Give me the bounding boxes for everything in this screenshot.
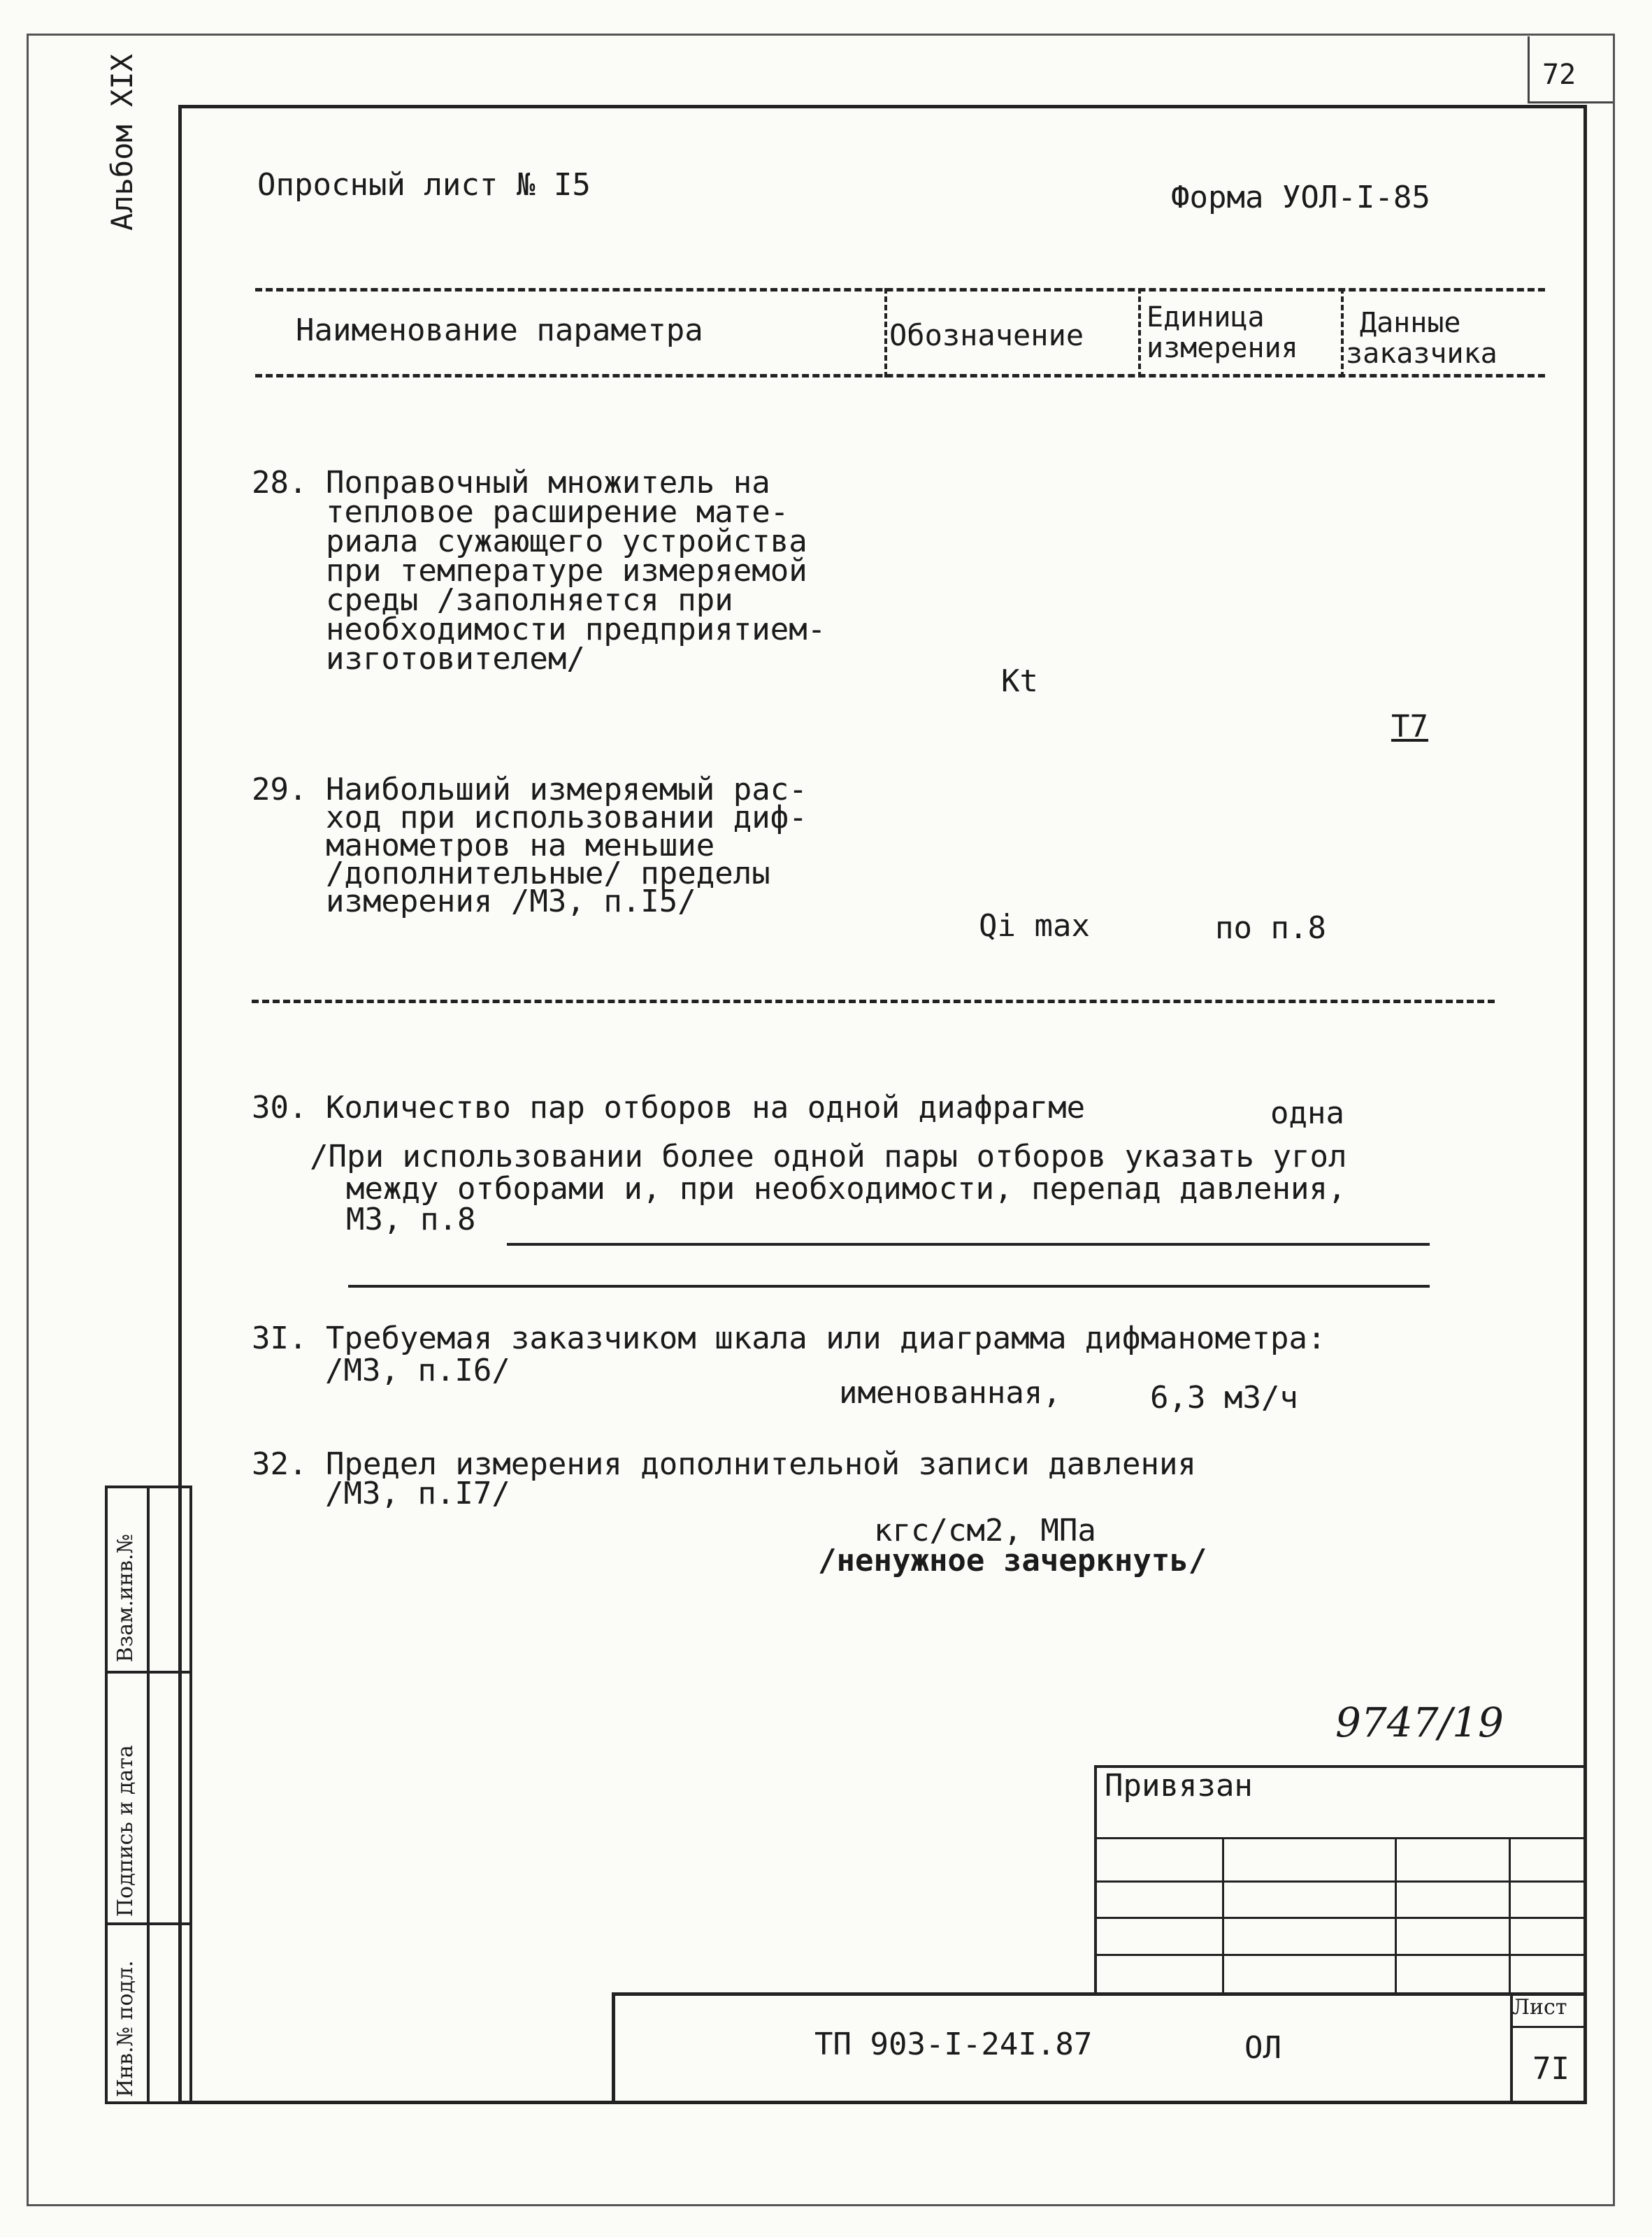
col-header-data-2: заказчика bbox=[1346, 338, 1497, 370]
header-bottom-rule bbox=[255, 374, 1545, 377]
bound-grid-row bbox=[1094, 1880, 1587, 1883]
sheet-title: Опросный лист № I5 bbox=[257, 167, 591, 203]
replacement-label: Взам.инв.№ bbox=[113, 1534, 138, 1662]
left-stamp-column bbox=[147, 1486, 150, 2104]
bound-label: Привязан bbox=[1105, 1768, 1253, 1804]
item-28-symbol: Kt bbox=[1001, 663, 1038, 699]
bound-grid-col bbox=[1395, 1837, 1397, 1992]
item-29-symbol: Qi max bbox=[979, 908, 1090, 944]
item-28 bbox=[252, 465, 826, 677]
original-label: Инв.№ подл. bbox=[113, 1960, 138, 2097]
item-28-line: тепловое расширение мате- bbox=[252, 494, 789, 530]
item-30-fill-line-1 bbox=[507, 1243, 1430, 1246]
col-header-unit-1: Единица bbox=[1147, 301, 1265, 333]
item-31-value-2: 6,3 м3/ч bbox=[1150, 1380, 1298, 1416]
item-28-line: при температуре измеряемой bbox=[252, 553, 807, 589]
signature-label: Подпись и дата bbox=[113, 1745, 138, 1917]
item-32-units: кгс/см2, МПа bbox=[874, 1513, 1096, 1548]
item-31-title: 3I. Требуемая заказчиком шкала или диаграмма дифманометра: bbox=[252, 1321, 1326, 1356]
title-stamp bbox=[612, 1992, 1587, 2104]
item-29-line: манометров на меньшие bbox=[252, 828, 715, 863]
bound-grid-row bbox=[1094, 1917, 1587, 1919]
item-31-ref: /МЗ, п.I6/ bbox=[325, 1353, 510, 1388]
album-label: Альбом XIX bbox=[105, 54, 139, 231]
item-29-value: по п.8 bbox=[1215, 910, 1326, 946]
bound-grid-col bbox=[1509, 1837, 1511, 1992]
sheet-label: Лист bbox=[1512, 1995, 1567, 2020]
document-type: ОЛ bbox=[1244, 2030, 1281, 2066]
item-31-value: именованная, bbox=[839, 1375, 1061, 1411]
item-30-value: одна bbox=[1270, 1095, 1344, 1131]
item-30-fill-line-2 bbox=[348, 1285, 1430, 1288]
left-stamp-row-divider bbox=[105, 1922, 192, 1925]
header-divider-1 bbox=[884, 288, 887, 377]
item-28-line: 28. Поправочный множитель на bbox=[252, 465, 770, 501]
document-code: ТП 903-I-24I.87 bbox=[814, 2027, 1093, 2062]
item-29 bbox=[252, 772, 807, 919]
item-29-line: /дополнительные/ пределы bbox=[252, 856, 770, 891]
header-divider-3 bbox=[1341, 288, 1344, 377]
item-29-line: 29. Наибольший измеряемый рас- bbox=[252, 772, 807, 807]
item-30-note-3: МЗ, п.8 bbox=[346, 1202, 476, 1237]
page-number: 72 bbox=[1542, 59, 1576, 91]
header-divider-2 bbox=[1138, 288, 1141, 377]
bound-grid-col bbox=[1222, 1837, 1224, 1992]
section-divider bbox=[252, 1000, 1495, 1003]
item-32-ref: /МЗ, п.I7/ bbox=[325, 1476, 510, 1511]
col-header-designation: Обозначение bbox=[889, 318, 1084, 352]
item-28-line: необходимости предприятием- bbox=[252, 612, 826, 647]
item-28-ref: T7 bbox=[1391, 709, 1428, 745]
col-header-param: Наименование параметра bbox=[296, 312, 703, 348]
item-30-title: 30. Количество пар отборов на одной диафрагме bbox=[252, 1090, 1086, 1125]
item-28-line: изготовителем/ bbox=[252, 641, 585, 677]
item-28-line: среды /заполняется при bbox=[252, 582, 733, 618]
sheet-cell-row bbox=[1510, 2026, 1587, 2028]
form-label: Форма УОЛ-I-85 bbox=[1171, 180, 1430, 215]
header-top-rule bbox=[255, 288, 1545, 292]
item-28-line: риала сужающего устройства bbox=[252, 524, 807, 559]
col-header-unit-2: измерения bbox=[1147, 332, 1298, 364]
item-30-note-1: /При использовании более одной пары отборов указать угол bbox=[310, 1139, 1347, 1174]
left-stamp-row-divider bbox=[105, 1671, 192, 1674]
item-29-line: ход при использовании диф- bbox=[252, 800, 807, 835]
item-32-note: /ненужное зачеркнуть/ bbox=[818, 1543, 1207, 1578]
bound-grid-row bbox=[1094, 1837, 1587, 1839]
bound-grid-row bbox=[1094, 1954, 1587, 1956]
item-32-title: 32. Предел измерения дополнительной записи давления bbox=[252, 1446, 1197, 1482]
col-header-data-1: Данные bbox=[1360, 307, 1461, 339]
item-29-line: измерения /МЗ, п.I5/ bbox=[252, 884, 696, 919]
item-30-note-2: между отборами и, при необходимости, перепад давления, bbox=[346, 1171, 1346, 1207]
sheet-number: 7I bbox=[1532, 2051, 1570, 2087]
handwritten-number: 9747/19 bbox=[1335, 1699, 1504, 1746]
